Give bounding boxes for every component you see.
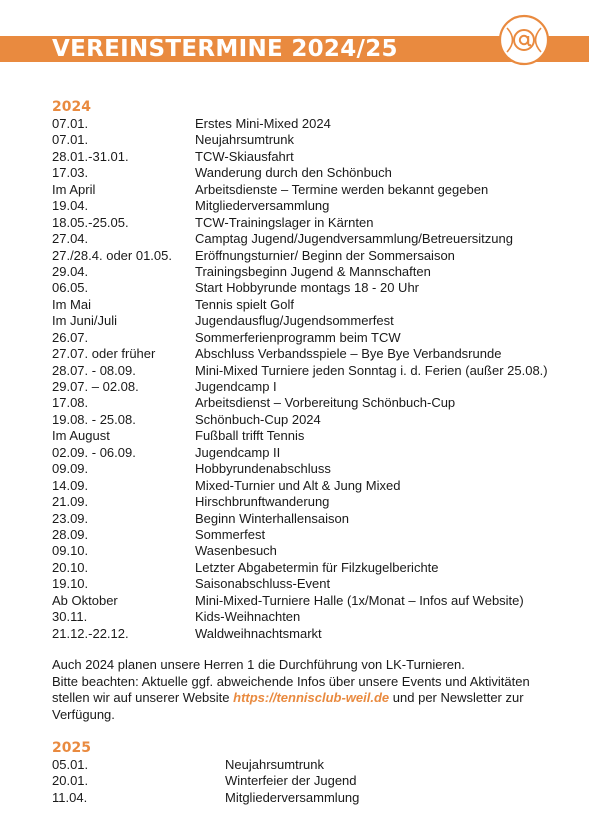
event-date: 29.04. — [52, 263, 89, 279]
event-name: Hirschbrunftwanderung — [195, 494, 330, 510]
note-line-3: und per Newsletter zur Verfügung. — [52, 690, 524, 722]
tennis-at-logo-icon — [498, 14, 550, 66]
event-row — [52, 182, 562, 198]
event-date: 07.01. — [52, 132, 89, 148]
event-name: Jugendausflug/Jugendsommerfest — [195, 313, 394, 329]
event-name: Start Hobbyrunde montags 18 - 20 Uhr — [195, 280, 420, 296]
event-date: 28.01.-31.01. — [52, 148, 129, 164]
event-date: 29.07. – 02.08. — [52, 379, 139, 394]
event-name: TCW-Trainingslager in Kärnten — [195, 214, 374, 230]
event-row — [52, 363, 562, 379]
event-row — [52, 494, 562, 510]
event-date: Im Juni/Juli — [52, 313, 118, 329]
website-link[interactable]: https://tennisclub-weil.de — [233, 690, 390, 705]
event-date: 19.04. — [52, 198, 89, 214]
event-date: 19.08. - 25.08. — [52, 411, 136, 427]
event-name: Arbeitsdienste – Termine werden bekannt gegeben — [195, 181, 489, 197]
event-name: Mini-Mixed Turniere jeden Sonntag i. d. Ferien (außer 25.08.) — [195, 362, 548, 378]
event-name: Jugendcamp I — [195, 379, 277, 394]
year-heading-2024: 2024 — [52, 99, 91, 115]
event-row — [52, 478, 562, 494]
event-date: 11.04. — [52, 789, 88, 805]
event-name: Beginn Winterhallensaison — [195, 510, 349, 526]
event-row — [52, 165, 562, 181]
event-row — [52, 560, 562, 576]
event-date: 05.01. — [52, 757, 89, 772]
event-date: 28.07. - 08.09. — [52, 362, 136, 378]
event-name: TCW-Skiausfahrt — [195, 148, 294, 164]
event-row — [52, 790, 562, 806]
event-name: Wasenbesuch — [195, 543, 277, 559]
event-row — [52, 297, 562, 313]
event-date: 20.10. — [52, 559, 89, 575]
event-row — [52, 757, 562, 773]
page-title: VEREINSTERMINE 2024/25 — [52, 36, 398, 62]
event-row — [52, 511, 562, 527]
event-name: Fußball trifft Tennis — [195, 428, 305, 444]
event-date: 19.10. — [52, 576, 89, 592]
event-row — [52, 116, 562, 132]
event-date: 20.01. — [52, 773, 89, 789]
event-date: 23.09. — [52, 510, 89, 526]
event-date: 28.09. — [52, 526, 89, 542]
event-name: Winterfeier der Jugend — [225, 773, 357, 789]
event-row — [52, 231, 562, 247]
event-row — [52, 412, 562, 428]
event-row — [52, 280, 562, 296]
main-content — [52, 98, 562, 806]
event-date: Im August — [52, 428, 110, 444]
event-list-2025 — [52, 757, 562, 806]
info-note — [52, 657, 562, 723]
event-name: Letzter Abgabetermin für Filzkugelberichte — [195, 559, 439, 575]
event-date: Im April — [52, 181, 96, 197]
event-date: 02.09. - 06.09. — [52, 444, 136, 460]
event-date: 26.07. — [52, 329, 89, 345]
event-row — [52, 461, 562, 477]
event-row — [52, 527, 562, 543]
event-name: Mitgliederversammlung — [225, 789, 360, 805]
event-row — [52, 395, 562, 411]
event-row — [52, 428, 562, 444]
event-name: Mixed-Turnier und Alt & Jung Mixed — [195, 477, 401, 493]
event-date: 27.04. — [52, 231, 89, 247]
event-row — [52, 215, 562, 231]
event-date: 18.05.-25.05. — [52, 214, 129, 230]
event-date: Ab Oktober — [52, 592, 118, 608]
event-date: 21.09. — [52, 494, 89, 510]
event-list-2024 — [52, 116, 562, 642]
event-row — [52, 543, 562, 559]
event-name: Saisonabschluss-Event — [195, 576, 331, 592]
event-row — [52, 248, 562, 264]
event-row — [52, 609, 562, 625]
event-name: Schönbuch-Cup 2024 — [195, 411, 321, 427]
event-row — [52, 576, 562, 592]
event-date: 27.07. oder früher — [52, 346, 156, 362]
note-line-2: Bitte beachten: Aktuelle ggf. abweichende Infos über unsere Events und Aktivitäten stellen wir auf unserer Website — [52, 673, 530, 705]
event-row — [52, 445, 562, 461]
event-name: Abschluss Verbandsspiele – Bye Bye Verbandsrunde — [195, 346, 502, 362]
event-name: Neujahrsumtrunk — [225, 757, 324, 772]
event-name: Mitgliederversammlung — [195, 198, 330, 214]
event-name: Wanderung durch den Schönbuch — [195, 165, 392, 181]
event-name: Arbeitsdienst – Vorbereitung Schönbuch-Cup — [195, 395, 456, 411]
event-date: 30.11. — [52, 609, 88, 625]
event-name: Waldweihnachtsmarkt — [195, 625, 322, 641]
event-name: Trainingsbeginn Jugend & Mannschaften — [195, 263, 431, 279]
event-row — [52, 626, 562, 642]
event-date: 14.09. — [52, 477, 89, 493]
event-row — [52, 379, 562, 395]
event-name: Camptag Jugend/Jugendversammlung/Betreuersitzung — [195, 231, 513, 247]
note-line-1: Auch 2024 planen unsere Herren 1 die Durchführung von LK-Turnieren. — [52, 657, 465, 672]
event-name: Mini-Mixed-Turniere Halle (1x/Monat – Infos auf Website) — [195, 592, 524, 608]
event-row — [52, 149, 562, 165]
note-paragraph — [52, 674, 562, 724]
event-row — [52, 313, 562, 329]
event-row — [52, 593, 562, 609]
event-date: 21.12.-22.12. — [52, 625, 129, 641]
event-name: Kids-Weihnachten — [195, 609, 301, 625]
event-date: 09.09. — [52, 461, 89, 477]
event-row — [52, 132, 562, 148]
event-row — [52, 773, 562, 789]
event-date: 17.03. — [52, 165, 89, 181]
event-row — [52, 346, 562, 362]
event-name: Hobbyrundenabschluss — [195, 461, 331, 477]
event-row — [52, 264, 562, 280]
event-name: Sommerferienprogramm beim TCW — [195, 329, 401, 345]
event-date: 27./28.4. oder 01.05. — [52, 247, 172, 263]
event-date: 06.05. — [52, 280, 89, 296]
event-name: Tennis spielt Golf — [195, 296, 294, 312]
event-name: Erstes Mini-Mixed 2024 — [195, 116, 331, 131]
event-name: Eröffnungsturnier/ Beginn der Sommersaison — [195, 247, 455, 263]
event-name: Neujahrsumtrunk — [195, 132, 294, 148]
event-date: 09.10. — [52, 543, 89, 559]
event-name: Jugendcamp II — [195, 444, 281, 460]
event-date: 07.01. — [52, 116, 89, 131]
event-row — [52, 198, 562, 214]
event-date: 17.08. — [52, 395, 89, 411]
event-row — [52, 330, 562, 346]
year-heading-2025: 2025 — [52, 740, 91, 756]
event-name: Sommerfest — [195, 526, 266, 542]
event-date: Im Mai — [52, 296, 91, 312]
